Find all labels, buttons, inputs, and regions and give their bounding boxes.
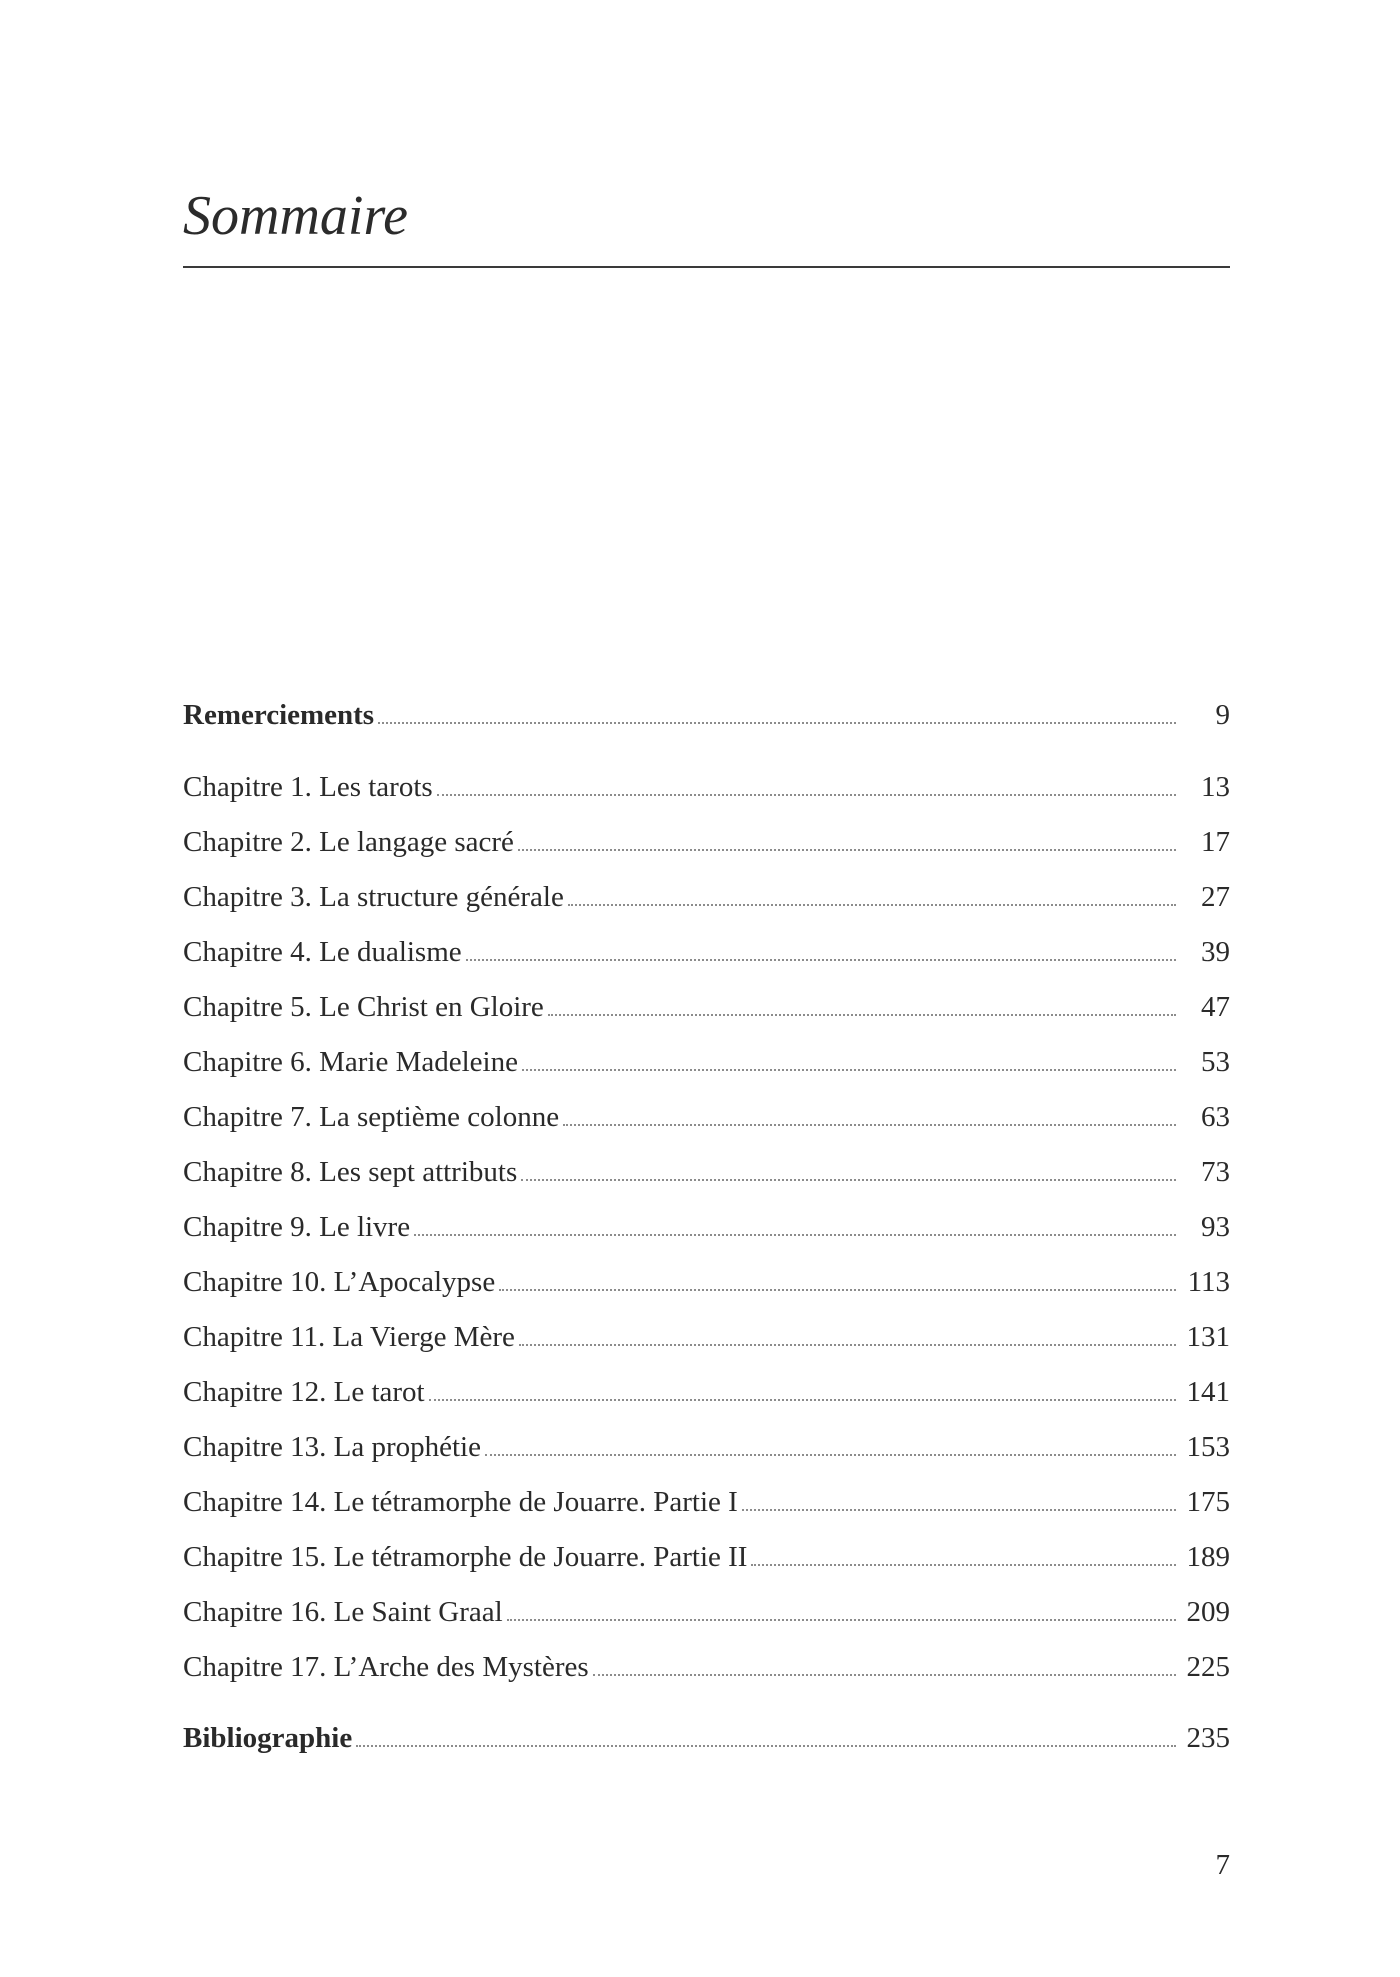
toc-entry xyxy=(183,1477,1230,1517)
toc-entry-page: 113 xyxy=(1187,1266,1230,1298)
toc-entry xyxy=(183,690,1230,730)
toc-entry-page: 225 xyxy=(1186,1651,1230,1683)
dot-leader xyxy=(751,1564,1176,1566)
toc-entry xyxy=(183,1092,1230,1132)
toc-entry-title: Chapitre 17. L’Arche des Mystères xyxy=(183,1651,589,1683)
dot-leader xyxy=(521,1179,1176,1181)
dot-leader xyxy=(568,904,1176,906)
toc-entry-title: Chapitre 6. Marie Madeleine xyxy=(183,1046,518,1078)
toc-entry xyxy=(183,982,1230,1022)
dot-leader xyxy=(548,1014,1176,1016)
toc-entry-title: Chapitre 8. Les sept attributs xyxy=(183,1156,518,1188)
toc-entry-title: Chapitre 16. Le Saint Graal xyxy=(183,1596,503,1628)
page-title: Sommaire xyxy=(183,185,409,247)
dot-leader xyxy=(563,1124,1176,1126)
toc-entry-title: Chapitre 10. L’Apocalypse xyxy=(183,1266,496,1298)
dot-leader xyxy=(437,794,1176,796)
toc-entry xyxy=(183,1147,1230,1187)
toc-entry xyxy=(183,1202,1230,1242)
toc-entry xyxy=(183,1422,1230,1462)
dot-leader xyxy=(499,1289,1176,1291)
toc-entry-page: 9 xyxy=(1215,699,1230,731)
toc-entry-page: 63 xyxy=(1201,1101,1230,1133)
toc-entry-page: 27 xyxy=(1201,881,1230,913)
dot-leader xyxy=(518,849,1176,851)
toc-entry xyxy=(183,1312,1230,1352)
toc-entry-title: Chapitre 1. Les tarots xyxy=(183,771,433,803)
toc-entry-page: 73 xyxy=(1201,1156,1230,1188)
dot-leader xyxy=(507,1619,1176,1621)
toc-entry-title: Chapitre 14. Le tétramorphe de Jouarre. Partie I xyxy=(183,1486,738,1518)
dot-leader xyxy=(414,1234,1176,1236)
toc-entry-title: Chapitre 11. La Vierge Mère xyxy=(183,1321,515,1353)
toc-entry-title: Remerciements xyxy=(183,699,375,731)
toc-entry-title: Chapitre 5. Le Christ en Gloire xyxy=(183,991,544,1023)
toc-entry xyxy=(183,1587,1230,1627)
toc-entry-title: Chapitre 7. La septième colonne xyxy=(183,1101,560,1133)
toc-entry-page: 175 xyxy=(1186,1486,1230,1518)
toc-entry-page: 141 xyxy=(1186,1376,1230,1408)
toc-entry xyxy=(183,762,1230,802)
toc-entry xyxy=(183,927,1230,967)
toc-entry-page: 235 xyxy=(1186,1722,1230,1754)
table-of-contents xyxy=(183,0,1230,1977)
toc-entry-title: Bibliographie xyxy=(183,1722,353,1754)
toc-entry-page: 93 xyxy=(1201,1211,1230,1243)
toc-entry-page: 39 xyxy=(1201,936,1230,968)
dot-leader xyxy=(356,1745,1176,1747)
toc-entry-title: Chapitre 13. La prophétie xyxy=(183,1431,481,1463)
toc-entry-title: Chapitre 15. Le tétramorphe de Jouarre. Partie II xyxy=(183,1541,748,1573)
dot-leader xyxy=(519,1344,1176,1346)
toc-entry-page: 131 xyxy=(1186,1321,1230,1353)
dot-leader xyxy=(429,1399,1176,1401)
dot-leader xyxy=(522,1069,1176,1071)
toc-entry-page: 47 xyxy=(1201,991,1230,1023)
toc-entry-page: 53 xyxy=(1201,1046,1230,1078)
page-number: 7 xyxy=(1215,1849,1230,1881)
toc-entry xyxy=(183,817,1230,857)
toc-entry xyxy=(183,872,1230,912)
toc-entry xyxy=(183,1713,1230,1753)
toc-entry-page: 189 xyxy=(1186,1541,1230,1573)
toc-entry-title: Chapitre 3. La structure générale xyxy=(183,881,564,913)
toc-entry-page: 209 xyxy=(1186,1596,1230,1628)
dot-leader xyxy=(485,1454,1176,1456)
toc-entry xyxy=(183,1642,1230,1682)
dot-leader xyxy=(742,1509,1176,1511)
toc-entry-title: Chapitre 12. Le tarot xyxy=(183,1376,425,1408)
toc-entry-page: 153 xyxy=(1186,1431,1230,1463)
toc-entry xyxy=(183,1257,1230,1297)
toc-entry xyxy=(183,1532,1230,1572)
toc-entry-page: 17 xyxy=(1201,826,1230,858)
toc-entry xyxy=(183,1037,1230,1077)
toc-entry xyxy=(183,1367,1230,1407)
dot-leader xyxy=(593,1674,1176,1676)
toc-entry-title: Chapitre 2. Le langage sacré xyxy=(183,826,514,858)
dot-leader xyxy=(466,959,1176,961)
toc-entry-page: 13 xyxy=(1201,771,1230,803)
dot-leader xyxy=(378,722,1176,724)
toc-entry-title: Chapitre 4. Le dualisme xyxy=(183,936,462,968)
toc-entry-title: Chapitre 9. Le livre xyxy=(183,1211,411,1243)
